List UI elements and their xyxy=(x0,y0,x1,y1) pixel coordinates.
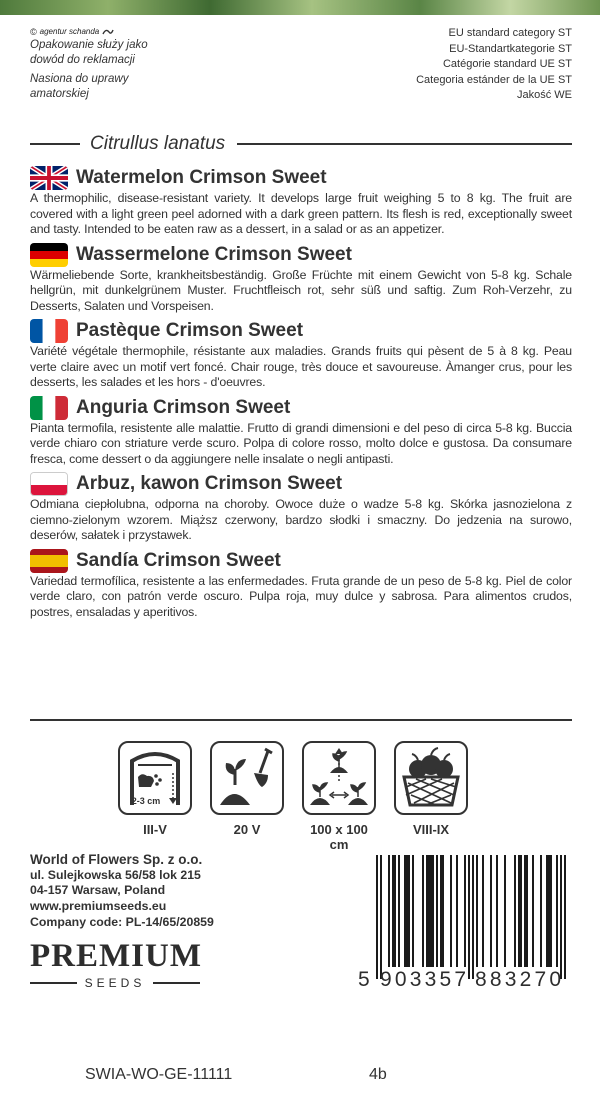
section-german xyxy=(30,242,572,315)
section-text: Variété végétale thermophile, résistante aux maladies. Grands fruits qui pèsent de 5 à 8 kg. Peau verte claire avec un motif vert foncé. Chair rouge, très douce et savoureuse. Àmanger crus, pour les desserts, les salades et les hors - d'oeuvres. xyxy=(30,344,572,389)
header-left-line: Nasiona do uprawy xyxy=(30,73,129,85)
section-text: Pianta termofila, resistente alle malattie. Frutto di grandi dimensioni e del peso di circa 5-8 kg. Buccia verde chiaro con striature verde scuro. Polpa di colore rosso, molto dolce e gustosa. Da consumare fresca, come dessert o da aggiungere nelle insalate o negli antipasti. xyxy=(30,420,572,466)
barcode-bar xyxy=(482,855,484,967)
barcode-bar xyxy=(560,855,562,979)
section-polish xyxy=(30,471,572,544)
planting-info xyxy=(209,741,285,837)
section-spanish xyxy=(30,548,572,621)
barcode-bar xyxy=(556,855,558,967)
divider xyxy=(30,719,572,721)
barcode-left-group: 903357 xyxy=(380,968,470,991)
section-heading xyxy=(30,242,572,268)
logo-sub-row xyxy=(30,976,200,990)
header-left-line: amatorskiej xyxy=(30,88,89,100)
header xyxy=(30,26,572,118)
section-heading xyxy=(30,165,572,191)
top-photo-strip xyxy=(0,0,600,15)
barcode-bar xyxy=(468,855,470,979)
header-left-line: Opakowanie służy jako xyxy=(30,39,148,51)
latin-name: Citrullus lanatus xyxy=(90,133,226,154)
barcode-bar xyxy=(456,855,458,967)
sowing-greenhouse-icon xyxy=(118,741,192,815)
barcode-bar xyxy=(426,855,428,967)
sowing-depth-text: 2-3 cm xyxy=(131,796,161,806)
company-code: Company code: PL-14/65/20859 xyxy=(30,914,214,929)
section-title: Sandía Crimson Sweet xyxy=(76,549,281,571)
barcode-first-digit: 5 xyxy=(358,968,370,991)
barcode-bar xyxy=(442,855,444,967)
barcode-bar xyxy=(518,855,520,967)
section-heading xyxy=(30,395,572,421)
section-heading xyxy=(30,318,572,344)
barcode-bar xyxy=(524,855,526,967)
planting-date-label: 20 V xyxy=(233,822,261,837)
product-code: SWIA-WO-GE-11111 xyxy=(85,1066,233,1083)
barcode-bar xyxy=(532,855,534,967)
barcode-bar xyxy=(408,855,410,967)
barcode-bar xyxy=(404,855,406,967)
harvest-basket-icon xyxy=(394,741,468,815)
company-info xyxy=(30,852,330,931)
company-name: World of Flowers Sp. z o.o. xyxy=(30,852,203,867)
harvest-period-label: VIII-IX xyxy=(412,822,450,837)
eu-category-line: EU-Standartkategorie ST xyxy=(449,42,572,55)
uk-flag-icon xyxy=(30,166,68,190)
section-title: Anguria Crimson Sweet xyxy=(76,396,291,418)
spain-flag-icon xyxy=(30,549,68,573)
barcode-bar xyxy=(564,855,566,979)
germany-flag-icon xyxy=(30,243,68,267)
barcode-bar xyxy=(550,855,552,967)
section-text: Variedad termofílica, resistente a las enfermedades. Fruta grande de un peso de 5-8 kg. Piel de color verde claro, con patrón verde oscuro. Pulpa roja, muy dulce y sabrosa. Para alimentos crudos, postres, ensaladas y aperitivos. xyxy=(30,573,572,619)
planting-shovel-icon xyxy=(210,741,284,815)
agency-logo-icon xyxy=(102,28,114,36)
section-title: Pastèque Crimson Sweet xyxy=(76,320,304,341)
barcode-bar xyxy=(422,855,424,967)
barcode-bar xyxy=(412,855,414,967)
header-left xyxy=(30,26,290,102)
eu-category-line: Catégorie standard UE ST xyxy=(442,58,572,70)
barcode-bar xyxy=(548,855,550,967)
section-english xyxy=(30,165,572,238)
logo-rule xyxy=(153,982,200,984)
plant-spacing-icon xyxy=(302,741,376,815)
section-french xyxy=(30,318,572,391)
page-marker: 4b xyxy=(369,1066,387,1083)
company-website: www.premiumseeds.eu xyxy=(30,899,167,914)
france-flag-icon xyxy=(30,319,68,343)
barcode-bar xyxy=(430,855,432,967)
barcode-bar xyxy=(540,855,542,967)
sowing-info xyxy=(117,741,193,837)
barcode-bar xyxy=(394,855,396,967)
section-title: Watermelon Crimson Sweet xyxy=(76,167,327,188)
barcode-bar xyxy=(504,855,506,967)
barcode-bar xyxy=(514,855,516,967)
harvest-info xyxy=(393,741,469,837)
logo-rule xyxy=(30,982,77,984)
logo-main-text: PREMIUM xyxy=(30,938,202,974)
section-italian xyxy=(30,395,572,468)
section-text: Wärmeliebende Sorte, krankheitsbeständig. Große Früchte mit einem Gewicht von 5-8 kg. Schale hellgrün, mit dunkelgrünem Muster. Fruchtfleisch rot, sehr süß und saftig. Zum Roh-Verzehr, zu Desserts, Salaten und Vorspeisen. xyxy=(30,267,572,313)
barcode-bar xyxy=(520,855,522,967)
barcode-bar xyxy=(464,855,466,967)
barcode-bar xyxy=(450,855,452,967)
growing-calendar xyxy=(117,741,477,852)
barcode-bar xyxy=(428,855,430,967)
barcode-bar xyxy=(472,855,474,979)
poland-flag-icon xyxy=(30,472,68,496)
eu-category-line: Jakość WE xyxy=(516,89,572,101)
italy-flag-icon xyxy=(30,396,68,420)
latin-name-row xyxy=(30,132,572,156)
barcode-bar xyxy=(380,855,382,979)
agency-credit xyxy=(30,26,290,38)
eu-category-line: Categoria estánder de la UE ST xyxy=(416,73,572,86)
language-sections xyxy=(30,165,572,624)
section-heading xyxy=(30,548,572,574)
company-city: 04-157 Warsaw, Poland xyxy=(30,883,166,898)
barcode-bar xyxy=(526,855,528,967)
copyright-icon: © xyxy=(30,27,37,37)
divider xyxy=(30,143,80,145)
section-text: A thermophilic, disease-resistant variety. It develops large fruit weighing 5 to 8 kg. The fruit are covered with a light green peel adorned with a dark green pattern. Its flesh is red, exceptionally sweet and tasty. Intended to be eaten raw as a dessert, in a salad or as an appetizer. xyxy=(30,191,572,236)
barcode-bar xyxy=(436,855,438,967)
agency-name: agentur schanda xyxy=(39,27,100,36)
barcode-bar xyxy=(432,855,434,967)
section-title: Wassermelone Crimson Sweet xyxy=(76,243,352,265)
header-right xyxy=(312,26,572,104)
ean-barcode xyxy=(358,855,573,995)
spacing-label: 100 x 100 cm xyxy=(310,822,368,852)
header-left-line: dowód do reklamacji xyxy=(30,54,135,66)
section-heading xyxy=(30,471,572,497)
divider xyxy=(237,143,572,145)
spacing-info xyxy=(301,741,377,852)
barcode-bar xyxy=(546,855,548,967)
barcode-bar xyxy=(392,855,394,967)
barcode-bar xyxy=(398,855,400,967)
barcode-bar xyxy=(376,855,378,979)
barcode-bar xyxy=(496,855,498,967)
logo-sub-text: SEEDS xyxy=(84,976,146,990)
sowing-period-label: III-V xyxy=(143,822,167,837)
section-text: Odmiana ciepłolubna, odporna na choroby. Owoce duże o wadze 5-8 kg. Skórka jasnozielona z ciemno-zielonym wzorem. Miąższ czerwony, bardzo słodki i smaczny. Do jedzenia na surowo, deserów, sałatek i przystawek. xyxy=(30,497,572,542)
barcode-bar xyxy=(388,855,390,967)
premium-seeds-logo xyxy=(30,938,200,990)
barcode-bar xyxy=(440,855,442,967)
barcode-bar xyxy=(476,855,478,967)
company-street: ul. Sulejkowska 56/58 lok 215 xyxy=(30,867,201,882)
barcode-bar xyxy=(406,855,408,967)
eu-category-line: EU standard category ST xyxy=(448,27,572,39)
barcode-bar xyxy=(490,855,492,967)
barcode-right-group: 883270 xyxy=(475,968,565,991)
section-title: Arbuz, kawon Crimson Sweet xyxy=(76,473,343,494)
